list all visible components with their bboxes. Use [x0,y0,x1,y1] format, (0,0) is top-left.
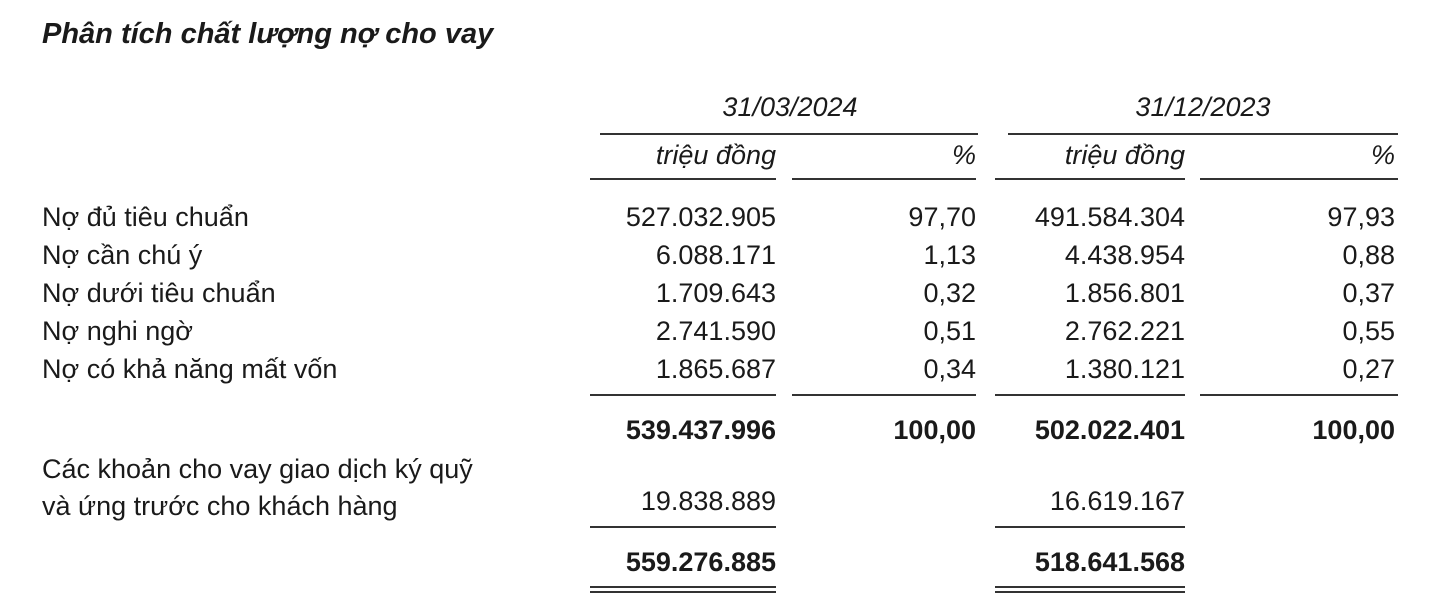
subtotal-rule [792,394,976,396]
amount-2023: 2.762.221 [1064,316,1185,346]
total-amount-2024: 559.276.885 [625,547,776,577]
percent-2024: 0,34 [923,354,976,384]
unit-percent-2024: % [951,140,976,170]
row-label: Nợ cần chú ý [42,240,203,270]
subtotal-rule [995,394,1185,396]
percent-2024: 0,32 [923,278,976,308]
amount-2024: 527.032.905 [625,202,776,232]
percent-2023: 0,37 [1342,278,1395,308]
percent-2023: 0,27 [1342,354,1395,384]
row-label: Nợ đủ tiêu chuẩn [42,202,249,232]
total-amount-2023: 518.641.568 [1034,547,1185,577]
subtotal-rule [590,394,776,396]
unit-amount-2023: triệu đồng [1064,140,1185,170]
row-label: Nợ nghi ngờ [42,316,193,346]
subtotal-percent-2023: 100,00 [1312,415,1395,445]
margin-loans-label-line1: Các khoản cho vay giao dịch ký quỹ [42,454,473,484]
margin-loans-amount-2023: 16.619.167 [1049,486,1185,516]
period-header-2023: 31/12/2023 [1135,92,1271,122]
subtotal-amount-2024: 539.437.996 [625,415,776,445]
page-title: Phân tích chất lượng nợ cho vay [42,18,494,50]
total-rule [995,526,1185,528]
subtotal-amount-2023: 502.022.401 [1034,415,1185,445]
margin-loans-label-line2: và ứng trước cho khách hàng [42,491,398,521]
margin-loans-amount-2024: 19.838.889 [640,486,776,516]
percent-2023: 0,88 [1342,240,1395,270]
amount-2024: 1.709.643 [655,278,776,308]
row-label: Nợ dưới tiêu chuẩn [42,278,276,308]
subtotal-rule [1200,394,1398,396]
percent-2024: 0,51 [923,316,976,346]
percent-2024: 1,13 [923,240,976,270]
header-underline [590,178,776,180]
total-double-rule [995,586,1185,588]
total-double-rule [995,591,1185,593]
row-label: Nợ có khả năng mất vốn [42,354,338,384]
subtotal-percent-2024: 100,00 [893,415,976,445]
amount-2023: 491.584.304 [1034,202,1185,232]
percent-2023: 0,55 [1342,316,1395,346]
amount-2023: 4.438.954 [1064,240,1185,270]
total-rule [590,526,776,528]
header-underline [1200,178,1398,180]
unit-amount-2024: triệu đồng [655,140,776,170]
amount-2024: 6.088.171 [655,240,776,270]
total-double-rule [590,586,776,588]
amount-2024: 1.865.687 [655,354,776,384]
percent-2024: 97,70 [908,202,976,232]
period-divider-2023 [1008,133,1398,135]
amount-2023: 1.856.801 [1064,278,1185,308]
amount-2024: 2.741.590 [655,316,776,346]
header-underline [995,178,1185,180]
total-double-rule [590,591,776,593]
period-header-2024: 31/03/2024 [722,92,858,122]
percent-2023: 97,93 [1327,202,1395,232]
unit-percent-2023: % [1370,140,1395,170]
amount-2023: 1.380.121 [1064,354,1185,384]
period-divider-2024 [600,133,978,135]
header-underline [792,178,976,180]
